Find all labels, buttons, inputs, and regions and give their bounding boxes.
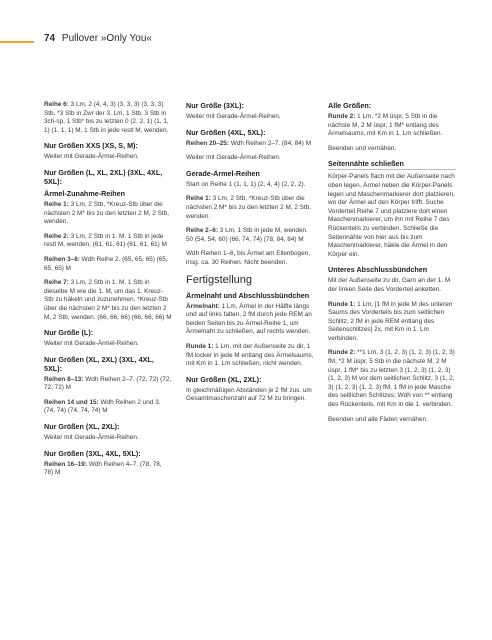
instruction-text: Start on Reihe 1 (1, 1, 1) (2, 4, 4) (2, 2, 2). bbox=[186, 180, 306, 188]
instruction-text: 1 Lm, [1 fM in jede M des unteren Saums des Vorderteils bis zum seitlichen Schlitz, 2 fM in jede REM entlang des Seitenschlitzes] 2x, mit Km in 1. Lm verbinden. bbox=[328, 300, 453, 342]
instruction-paragraph bbox=[186, 387, 314, 404]
section-heading: Nur Größen (L, XL, 2XL) (3XL, 4XL, 5XL): bbox=[44, 167, 163, 186]
section-heading: Nur Größe (3XL): bbox=[186, 101, 244, 110]
section-heading: Nur Größen (3XL, 4XL, 5XL): bbox=[44, 448, 141, 458]
instruction-paragraph bbox=[44, 201, 172, 227]
instruction-text: 3 Lm, 2 Stb in 1. M, 1 Stb in dieselbe M wie die 1. M, um das 1. Kreuz-Stb zu häkeln und zuzunehmen, *Kreuz-Stb über die nächsten 2 M* bis zu den letzten 2 M, 2 Stb, wenden. (66, 66, 66) (66, 66, 66) M bbox=[44, 279, 172, 321]
instruction-text: Weiter mit Gerade-Ärmel-Reihen. bbox=[44, 434, 139, 442]
instruction-row-label: Reihe 7: bbox=[44, 279, 69, 287]
header-accent-rule bbox=[0, 41, 34, 43]
instruction-text: Wdh Reihen 2–7. (84, 84) M bbox=[228, 139, 312, 147]
section-heading: Nur Größen (XL, 2XL): bbox=[44, 422, 120, 432]
instruction-row-label: Reihe 6: bbox=[44, 101, 69, 108]
instruction-paragraph bbox=[186, 303, 314, 337]
instruction-paragraph bbox=[44, 279, 172, 322]
instruction-paragraph bbox=[44, 399, 172, 416]
section-heading: Gerade-Ärmel-Reihen bbox=[186, 168, 260, 178]
instruction-paragraph bbox=[186, 195, 314, 221]
instruction-text: 3 Lm, 2 Stb in 1. M, 1 Stb in jede restl M, wenden. (61, 61, 61) (61, 61, 61) M bbox=[44, 232, 167, 249]
instruction-text: Wdh Reihe 2. (65, 65, 65) (65, 65, 65) M bbox=[44, 255, 168, 272]
instruction-text: In gleichmäßigen Abständen je 2 fM zus. um Gesamtmaschenzahl auf 72 M zu bringen. bbox=[186, 386, 312, 403]
text-column-1 bbox=[44, 101, 172, 484]
section-heading: Ärmel-Zunahme-Reihen bbox=[44, 188, 126, 198]
instruction-row-label: Reihe 2–6: bbox=[186, 227, 218, 235]
running-header bbox=[44, 33, 152, 44]
instruction-row-label: Runde 2: bbox=[328, 349, 356, 357]
instruction-text: Weiter mit Gerade-Ärmel-Reihen. bbox=[186, 154, 281, 162]
section-heading: Nur Größen (XL, 2XL) (3XL, 4XL, 5XL): bbox=[44, 354, 154, 373]
instruction-row-label: Reihen 16–19: bbox=[44, 460, 87, 468]
instruction-text: 1 Lm, *2 M üspr, 5 Stb in die nächste M, 2 M üspr, 1 fM* entlang des Ärmelsaums, mit Km in 1. Lm schließen. bbox=[328, 113, 443, 138]
instruction-row-label: Reihen 14 und 15: bbox=[44, 398, 99, 406]
instruction-text: Beenden und vernähen. bbox=[328, 144, 397, 152]
instruction-paragraph bbox=[44, 376, 172, 393]
section-heading: Ärmelnaht und Abschlussbündchen bbox=[186, 290, 310, 300]
section-title: Fertigstellung bbox=[186, 273, 253, 286]
instruction-text: 3 Lm, 2 Stb, *Kreuz-Stb über die nächsten 2 M* bis zu den letzten 2 M, 2 Stb, wenden. bbox=[186, 195, 312, 220]
instruction-text: Wdh Reihen 4–7. (78, 78, 78) M bbox=[44, 460, 162, 477]
section-heading: Nur Größe (L): bbox=[44, 328, 94, 338]
instruction-text: 3 Lm, 2 Stb, *Kreuz-Stb über die nächsten 2 M* bis zu den letzten 2 M, 2 Stb, wenden. bbox=[44, 200, 170, 226]
instruction-text: 3 Lm, 1 Stb in jede M, wenden. 50 (54, 54, 60) (66, 74, 74) (78, 84, 84) M bbox=[186, 227, 308, 243]
instruction-text: Mit der Außenseite zu dir, Garn an der 1. M der linken Seite des Vorderteil anketten. bbox=[328, 277, 451, 293]
instruction-paragraph bbox=[186, 181, 314, 190]
instruction-row-label: Runde 1: bbox=[186, 342, 214, 350]
instruction-text: Wdh Reihen 2 und 3. (74, 74) (74, 74, 74) M bbox=[44, 398, 161, 415]
instruction-row-label: Runde 2: bbox=[328, 113, 356, 120]
section-heading: Nur Größen (4XL, 5XL): bbox=[186, 127, 266, 137]
instruction-paragraph bbox=[186, 250, 314, 267]
instruction-text: **1 Lm, 3 (1, 2, 3) (1, 2, 3) (1, 2, 3) fM, *2 M üspr, 5 Stb in die nächste M, 2 M üspr, 1 fM* bis zu letzten 3 (1, 2, 3) (1, 2, 3) (1, 2, 3) M vor dem seitlichen Schlitz, 3 (1, 2, 3) (1, 2, 3) (1, 2, 3) fM, 1 fM in jede Masche des seitlichen Schlitzes; Wdh von ** entlang des Rückenteils, mit Km in die 1. verbinden. bbox=[328, 349, 455, 409]
instruction-paragraph bbox=[186, 343, 314, 369]
instruction-paragraph bbox=[328, 349, 456, 409]
section-heading: Nur Größen XXS (XS, S, M): bbox=[44, 141, 138, 151]
instruction-paragraph bbox=[328, 145, 456, 154]
instruction-paragraph bbox=[44, 256, 172, 273]
instruction-paragraph bbox=[186, 113, 314, 122]
instruction-paragraph bbox=[328, 416, 456, 425]
instruction-row-label: Reihe 2: bbox=[44, 232, 69, 240]
instruction-row-label: Runde 1: bbox=[328, 300, 356, 308]
instruction-paragraph bbox=[44, 233, 172, 250]
instruction-text: Weiter mit Gerade-Ärmel-Reihen. bbox=[186, 113, 281, 120]
instruction-text: 3 Lm, 2 (4, 4, 3) (3, 3, 3) (3, 3, 3) Stb, *3 Stb in Zwr der 3. Lm, 1 Stb, 3 Stb in 3ch-sp, 1 Stb* bis zu letzten 0 (2, 2, 1) (1, 1, 1) (1, 1, 1) M, 1 Stb in jede restl M, wenden. bbox=[44, 101, 169, 134]
text-column-3 bbox=[328, 101, 456, 430]
instruction-paragraph bbox=[328, 277, 456, 294]
instruction-paragraph bbox=[186, 140, 314, 149]
section-heading: Alle Größen: bbox=[328, 101, 372, 110]
text-column-2 bbox=[186, 101, 314, 410]
instruction-text: Weiter mit Gerade-Ärmel-Reihen. bbox=[44, 340, 139, 348]
instruction-paragraph bbox=[44, 153, 172, 162]
instruction-text: Beenden und alle Fäden vernähen. bbox=[328, 415, 428, 423]
instruction-text: 1 Lm, mit der Außenseite zu dir, 1 fM locker in jede M entlang des Ärmelsaums, mit Km in 1. Lm schließen, nicht wenden. bbox=[186, 342, 314, 368]
section-heading: Nur Größen (XL, 2XL): bbox=[186, 374, 262, 384]
instruction-paragraph bbox=[44, 101, 172, 135]
instruction-row-label: Reihen 8–13: bbox=[44, 375, 84, 383]
section-heading: Unteres Abschlussbündchen bbox=[328, 265, 428, 275]
instruction-row-label: Ärmelnaht: bbox=[186, 302, 220, 310]
instruction-paragraph bbox=[186, 154, 314, 163]
instruction-row-label: Reihe 1: bbox=[44, 200, 69, 208]
instruction-text: Körper-Panels flach mit der Außenseite nach oben legen. Ärmel neben die Körper-Panels legen und Maschenmarkierer dort platzieren, wo der Ärmel auf den Körper trifft. Suche Vorderteil Reihe 7 und platziere dort einen Maschenmarkierer, um ihn mit Reihe 7 des Rückenteils zu verbinden. Schließe die Seitennähte von hier aus bis zum Maschenmarkierer, häkle die Ärmel in den Körper ein. bbox=[328, 173, 455, 258]
instruction-text: Weiter mit Gerade-Ärmel-Reihen. bbox=[44, 153, 139, 161]
instruction-text: Wdh Reihen 2–7. (72, 72) (72, 72, 72) M bbox=[44, 375, 172, 392]
instruction-paragraph bbox=[328, 301, 456, 344]
instruction-paragraph bbox=[44, 434, 172, 443]
instruction-paragraph bbox=[44, 461, 172, 478]
instruction-paragraph bbox=[186, 227, 314, 244]
instruction-row-label: Reihen 3–6: bbox=[44, 255, 80, 263]
instruction-paragraph bbox=[328, 113, 456, 139]
instruction-paragraph bbox=[328, 173, 456, 259]
instruction-row-label: Reihe 1: bbox=[186, 195, 211, 203]
instruction-text: Wdh Reihen 1–6, bis Ärmel am Ellenbogen, insg. ca. 30 Reihen. Nicht beenden. bbox=[186, 250, 310, 266]
section-heading: Seitennähte schließen bbox=[328, 159, 456, 170]
instruction-row-label: Reihen 20–25: bbox=[186, 139, 229, 147]
page-number: 74 bbox=[44, 33, 56, 44]
page-title: Pullover »Only You« bbox=[61, 33, 152, 44]
instruction-text: 1 Lm, Ärmel in der Hälfte längs und auf links falten, 2 fM durch jede REM an beiden Seiten bis zu Ärmel-Reihe 1, um Ärmelnaht zu schließen, auf rechts wenden. bbox=[186, 302, 312, 336]
instruction-paragraph bbox=[44, 340, 172, 349]
